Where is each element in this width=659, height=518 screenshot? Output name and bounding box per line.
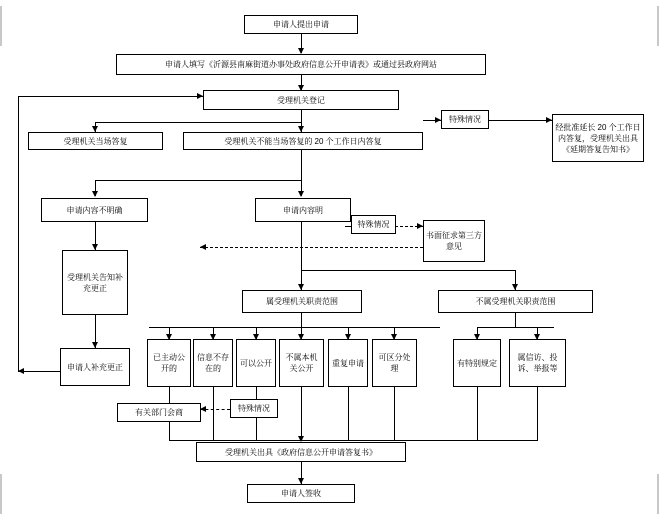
connector-n14-optionsbus [515,313,516,327]
connector-n19-down [301,387,302,440]
node-duplicate-request[interactable]: 重复申请 [328,339,368,387]
node-extension-approved[interactable]: 经批准延长 20 个工作日内答复，受理机关出具《延期答复告知书》 [552,114,644,162]
connector-n22-down [477,387,478,440]
arrowhead-n11-feedback [200,244,206,250]
page-edge-mark-bottom-left [0,474,2,514]
node-separable-handling[interactable]: 可区分处理 [372,339,417,387]
connector-n11-feedback [200,247,423,248]
node-special-case-1[interactable]: 特殊情况 [441,110,489,129]
node-applicant-receipt[interactable]: 申请人签收 [247,484,355,503]
bus-n5-split [95,180,302,181]
node-reply-within-20-days[interactable]: 受理机关不能当场答复的 20 个工作日内答复 [183,132,423,150]
page-edge-mark-top-left [0,6,2,46]
node-info-nonexistent[interactable]: 信息不存在的 [193,339,233,387]
node-within-scope[interactable]: 属受理机关职责范围 [242,290,362,313]
node-special-case-3[interactable]: 特殊情况 [230,399,278,418]
connector-n3-bus [301,110,302,122]
connector-n5-bus2 [301,150,302,180]
connector-n15-left [18,371,60,372]
node-outside-scope[interactable]: 不属受理机关职责范围 [438,290,593,313]
arrowhead-n15-left [18,368,24,374]
node-already-public[interactable]: 已主动公开的 [147,339,191,387]
merge-bus-n26 [169,440,538,441]
node-content-unclear[interactable]: 申请内容不明确 [41,198,148,222]
bus-n9-right [301,270,515,271]
node-notify-supplement[interactable]: 受理机关告知补充更正 [62,250,128,315]
connector-n17-down [213,387,214,440]
connector-n21-down [394,387,395,440]
node-not-this-agency[interactable]: 不属本机关公开 [279,339,324,387]
options-bus-right [477,327,554,328]
node-content-clear[interactable]: 申请内容明 [255,198,351,222]
node-agency-registration[interactable]: 受理机关登记 [203,90,399,110]
node-applicant-supplement[interactable]: 申请人补充更正 [60,348,130,386]
node-issue-reply-document[interactable]: 受理机关出具《政府信息公开申请答复书》 [196,442,406,462]
node-may-disclose[interactable]: 可以公开 [236,339,276,387]
node-petition-complaint[interactable]: 属信访、投诉、举报等 [509,339,566,387]
node-special-regulation[interactable]: 有特别规定 [453,339,501,387]
connector-n23-down [537,387,538,440]
node-special-case-2[interactable]: 特殊情况 [351,215,396,234]
bus-n3-split [95,122,302,123]
node-departments-consult[interactable]: 有关部门会商 [117,403,201,422]
node-third-party-opinion[interactable]: 书面征求第三方意见 [423,220,485,262]
connector-n13-optionsbus [301,313,302,327]
connector-n6-n7 [489,120,552,121]
connector-n4-left-down [18,96,19,371]
connector-n20-down [348,387,349,440]
node-onsite-reply[interactable]: 受理机关当场答复 [28,132,163,150]
connector-n24-n26 [169,422,170,440]
arrowhead-bus2-n8 [92,191,98,197]
arrowhead-bus2-n9 [298,191,304,197]
connector-n4-left-top [18,96,203,97]
node-application-submit[interactable]: 申请人提出申请 [244,15,358,34]
node-fill-application-form[interactable]: 申请人填写《沂源县南麻街道办事处政府信息公开申请表》或通过县政府网站 [116,54,486,75]
options-bus [149,327,440,328]
connector-n9-n13 [301,222,302,290]
